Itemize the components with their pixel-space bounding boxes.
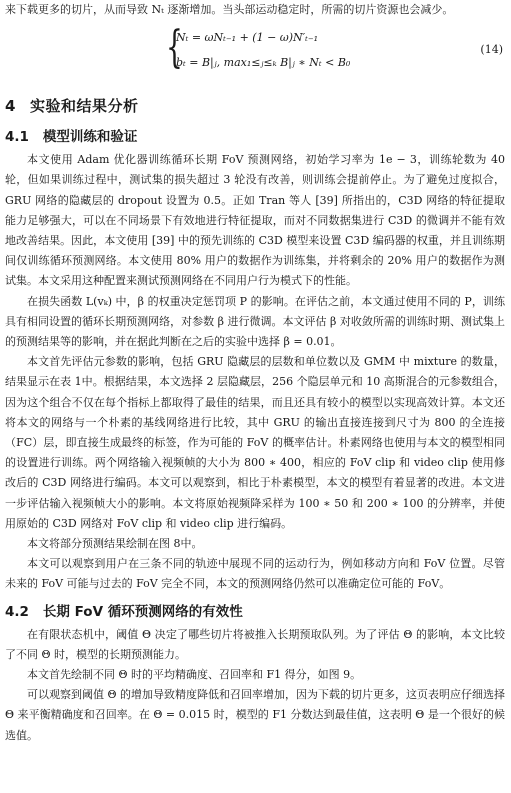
subsection-number: 4.1 — [5, 129, 29, 146]
section-heading — [5, 92, 511, 120]
subsection-title: 模型训练和验证 — [42, 129, 138, 146]
equation-brace: { — [166, 22, 183, 74]
equation-line-1: Nₜ = ωNₜ₋₁ + (1 − ω)N′ₜ₋₁ — [176, 31, 319, 45]
paragraph: 在损失函数 L(vₖ) 中，β 的权重决定惩罚项 P 的影响。在评估之前，本文通过使用不同的 P，训练具有相同设置的循环长期预测网络，对参数 β 进行微调。本文评估 β 对收敛所需的训练时期、测试集上的预测结果等的影响，并在据此判断在之后的实验中选择 β = 0.01。 — [5, 294, 505, 349]
equation-number: (14) — [480, 43, 503, 57]
intro-line: 来下载更多的切片，从而导致 Nₜ 逐渐增加。当头部运动稳定时，所需的切片资源也会减少。 — [5, 3, 454, 16]
subsection-number: 4.2 — [5, 603, 29, 620]
subsection-heading-4-1 — [5, 126, 511, 148]
paragraph: 本文将部分预测结果绘制在图 8中。 — [27, 537, 203, 551]
section-number: 4 — [5, 97, 16, 116]
paragraph: 本文首先绘制不同 Θ 时的平均精确度、召回率和 F1 得分，如图 9。 — [27, 668, 362, 682]
subsection-heading-4-2 — [5, 601, 511, 623]
paragraph: 本文使用 Adam 优化器训练循环长期 FoV 预测网络，初始学习率为 1e − 3，训练轮数为 40 轮，但如果训练过程中，测试集的损失超过 3 轮没有改善，则训练会提前停止。为了避免过度拟合，GRU 网络的隐藏层的 dropout 设置为 0.5。正如 Tran 等人 [39] 所指出的，C3D 网络的特征提取能力足够强大，可以在不同场景下有效地进行特征提取，而对不同数据集进行 C3D 的微调并不能有效地改善结果。因此，本文使用 [39] 中的预先训练的 C3D 模型来设置 C3D 编码器的权重，并且训练期间仅训练循环预测网络。本文使用 80% 用户的数据作为训练集，并将剩余的 20% 用户的数据作为测试集。本文采用这种配置来测试预测网络在不同用户行为模式下的性能。 — [5, 153, 505, 288]
paragraph: 在有限状态机中，阈值 Θ 决定了哪些切片将被推入长期预取队列。为了评估 Θ 的影响，本文比较了不同 Θ 时，模型的长期预测能力。 — [5, 627, 505, 661]
section-title: 实验和结果分析 — [29, 97, 139, 116]
equation-line-2: bₜ = B|ⱼ, max₁≤ⱼ≤ₖ B|ⱼ ∗ Nₜ < B₀ — [176, 56, 351, 70]
paragraph: 本文首先评估元参数的影响，包括 GRU 隐藏层的层数和单位数以及 GMM 中 mixture 的数量，结果显示在表 1中。根据结果，本文选择 2 层隐藏层，256 个隐层单元和 10 高斯混合的元参数组合，因为这个组合不仅在每个指标上都取得了最佳的结果，而且还具有较小的模型以实现高效计算。本文还将本文的网络与一个朴素的基线网络进行比较，其中 GRU 的输出直接连接到尺寸为 800 的全连接（FC）层，即直接生成最终的标签，作为可能的 FoV 的概率估计。朴素网络也使用与本文的模型相同的设置进行训练。两个网络输入视频帧的大小为 800 ∗ 400，相应的 FoV clip 和 video clip 使用修改后的 C3D 网络进行编码。本文可以观察到，相比于朴素模型，本文的模型有着显著的改进。本文进一步评估输入视频帧大小的影响。本文将原始视频降采样为 100 ∗ 50 和 200 ∗ 100 的分辨率，并使用原始的 C3D 网络对 FoV clip 和 video clip 进行编码。 — [5, 355, 505, 530]
paragraph: 本文可以观察到用户在三条不同的轨迹中展现不同的运动行为，例如移动方向和 FoV 位置。尽管未来的 FoV 可能与过去的 FoV 完全不同，本文的预测网络仍然可以准确定位可能的 FoV。 — [5, 557, 505, 591]
paragraph: 可以观察到阈值 Θ 的增加导致精度降低和召回率增加，因为下载的切片更多，这页表明应仔细选择 Θ 来平衡精确度和召回率。在 Θ = 0.015 时，模型的 F1 分数达到最佳值，这表明 Θ 是一个很好的候选值。 — [5, 688, 506, 742]
subsection-title: 长期 FoV 循环预测网络的有效性 — [42, 603, 243, 620]
equation-14 — [0, 22, 511, 80]
